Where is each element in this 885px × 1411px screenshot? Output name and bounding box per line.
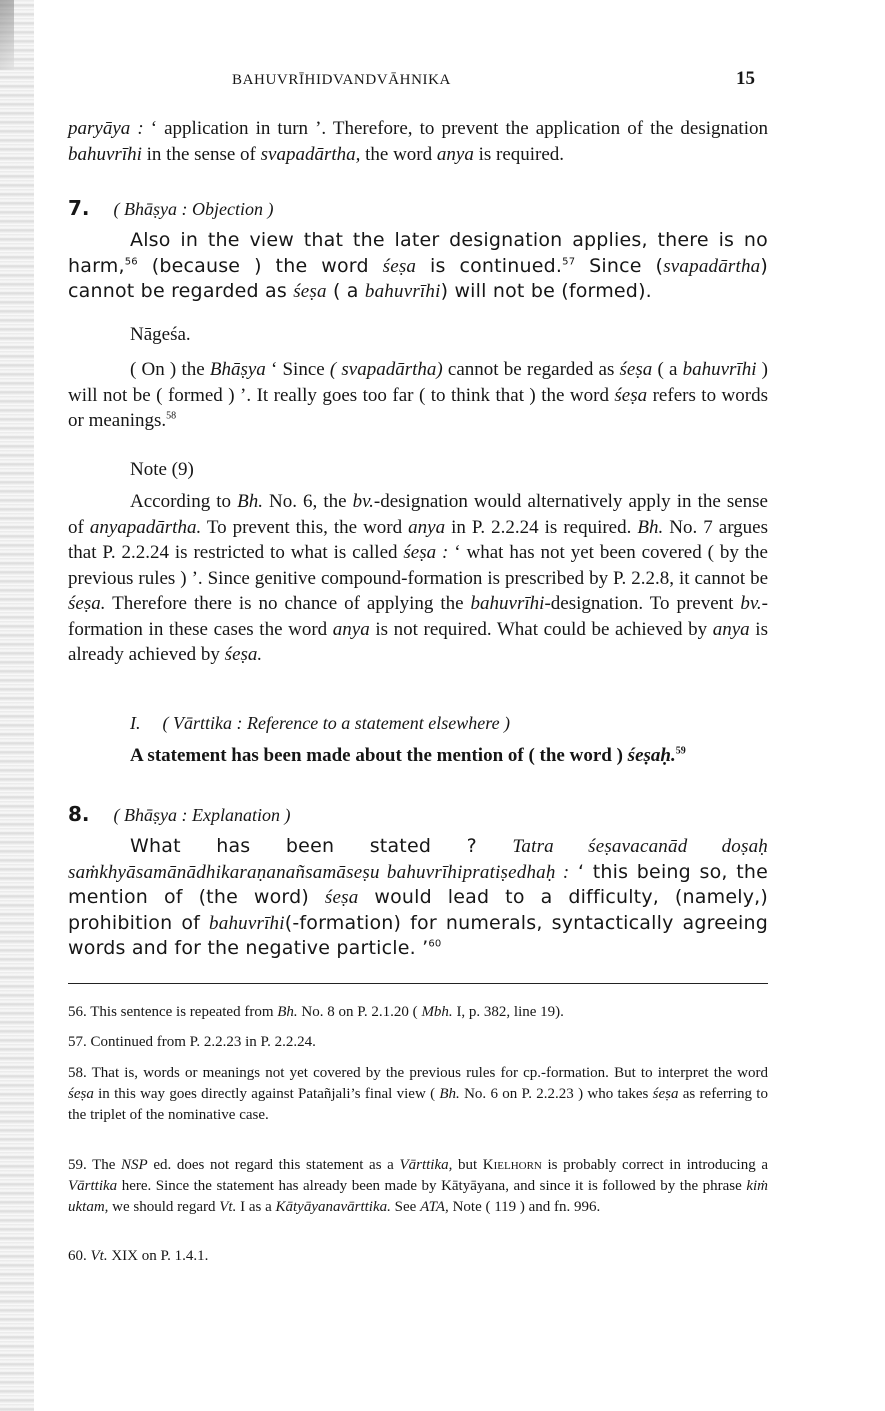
scan-corner-shadow [0, 0, 14, 70]
footnote-60: 60. Vt. XIX on P. 1.4.1. [68, 1248, 209, 1264]
varttika-number: I. [130, 713, 141, 733]
section-7-heading [68, 196, 768, 220]
nagesa-paragraph: ( On ) the Bhāṣya ‘ Since ( svapadārtha) cannot be regarded as śeṣa ( a bahuvrīhi ) will not be ( formed ) ’. It really goes too far ( to think that ) the word śeṣa refers to words or meanings.$^{58}$ [68, 359, 768, 431]
varttika-text: A statement has been made about the mention of ( the word ) śeṣaḥ.$^{59}$ [130, 745, 686, 766]
section-7-paragraph: Also in the view that the later designation applies, there is no harm,$^{56}$ (because ) the word śeṣa is continued.$^{57}$ Since (svapadārtha) cannot be regarded as śeṣa ( a bahuvrīhi) will not be (formed). [68, 229, 769, 302]
page-number: 15 [736, 68, 755, 89]
running-title: BAHUVRĪHIDVANDVĀHNIKA [232, 72, 451, 88]
footnote-56: 56. This sentence is repeated from Bh. No. 8 on P. 2.1.20 ( Mbh. I, p. 382, line 19). [68, 1004, 564, 1020]
section-number: 8. [68, 802, 90, 826]
footnote-57: 57. Continued from P. 2.2.23 in P. 2.2.24. [68, 1034, 316, 1050]
footnote-rule [68, 983, 768, 984]
note-paragraph: According to Bh. No. 6, the bv.-designation would alternatively apply in the sense of anyapadārtha. To prevent this, the word anya in P. 2.2.24 is required. Bh. No. 7 argues that P. 2.2.24 is restricted to what is called śeṣa : ‘ what has not yet been covered ( by the previous rules ) ’. Since genitive compound-formation is prescribed by P. 2.2.8, it cannot be śeṣa. Therefore there is no chance of applying the bahuvrīhi-designation. To prevent bv.-formation in these cases the word anya is not required. What could be achieved by anya is already achieved by śeṣa. [68, 491, 769, 665]
varttika-heading [130, 713, 770, 734]
footnote-58: 58. That is, words or meanings not yet covered by the previous rules for cp.-formation. But to interpret the word śeṣa in this way goes directly against Patañjali’s final view ( Bh. No. 6 on P. 2.2.23 ) who takes śeṣa as referring to the triplet of the nominative case. [68, 1065, 768, 1123]
nagesa-label: Nāgeśa. [130, 324, 191, 345]
note-label: Note (9) [130, 459, 194, 480]
varttika-title: ( Vārttika : Reference to a statement elsewhere ) [162, 713, 511, 733]
section-8-heading [68, 802, 768, 826]
scan-edge-shadow [0, 0, 34, 1411]
section-title: ( Bhāṣya : Objection ) [113, 199, 274, 219]
intro-paragraph: paryāya : ‘ application in turn ’. Therefore, to prevent the application of the designation bahuvrīhi in the sense of svapadārtha, the word anya is required. [68, 118, 768, 165]
footnote-59: 59. The NSP ed. does not regard this statement as a Vārttika, but Kielhorn is probably correct in introducing a Vārttika here. Since the statement has already been made by Kātyāyana, and since it is followed by the phrase kiṁ uktam, we should regard Vt. I as a Kātyāyanavārttika. See ATA, Note ( 119 ) and fn. 996. [68, 1157, 769, 1215]
section-8-paragraph: What has been stated ? Tatra śeṣavacanād doṣaḥ saṁkhyāsamānādhikaraṇanañsamāseṣu bahuvrīhipratiṣedhaḥ : ‘ this being so, the mention of (the word) śeṣa would lead to a difficulty, (namely,) prohibition of bahuvrīhi(-formation) for numerals, syntactically agreeing words and for the negative particle. ’$^{60}$ [68, 835, 769, 959]
section-title: ( Bhāṣya : Explanation ) [113, 805, 291, 825]
section-number: 7. [68, 196, 90, 220]
